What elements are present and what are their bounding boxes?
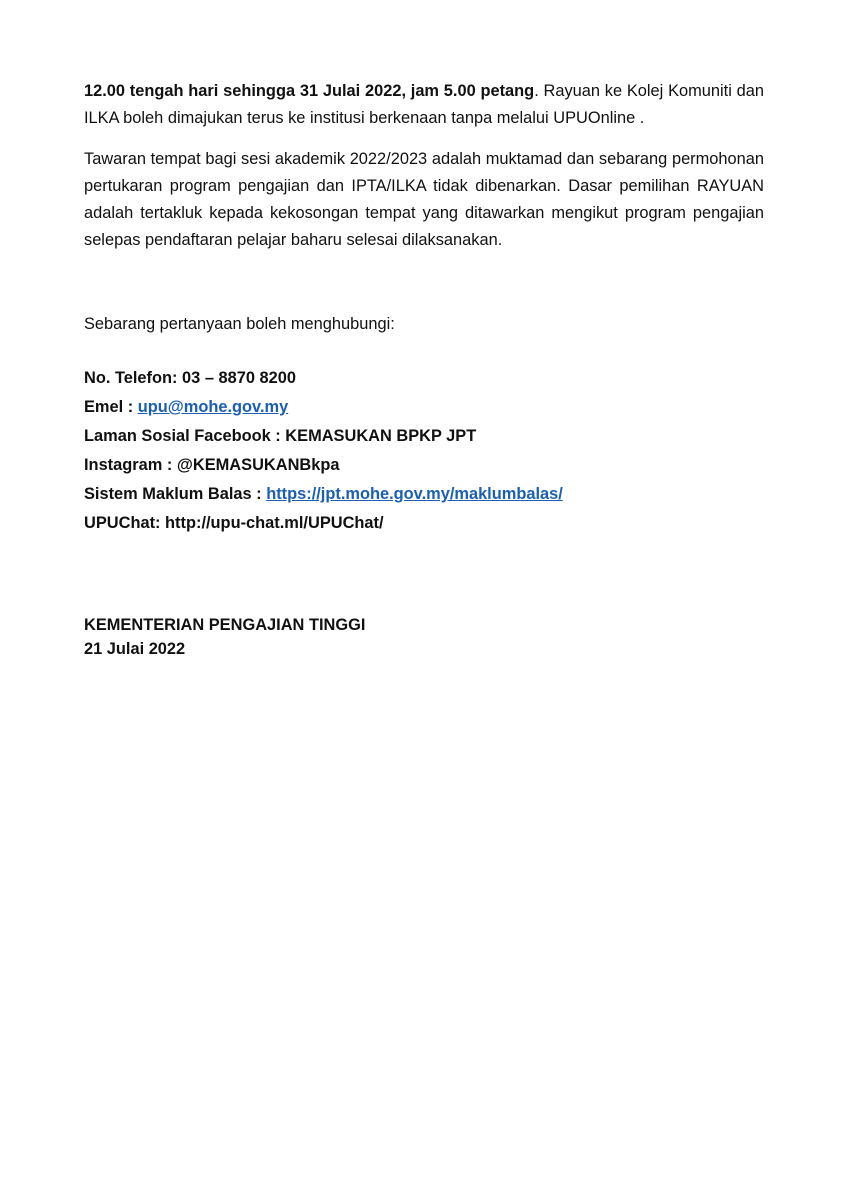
contact-feedback [84,480,764,509]
contact-feedback-label: Sistem Maklum Balas : [84,485,267,503]
contact-phone: No. Telefon: 03 – 8870 8200 [84,369,296,387]
contact-facebook: Laman Sosial Facebook : KEMASUKAN BPKP JPT [84,427,477,445]
contact-list [84,364,764,538]
contact-instagram: Instagram : @KEMASUKANBkpa [84,456,340,474]
contact-upuchat: UPUChat: http://upu-chat.ml/UPUChat/ [84,514,384,532]
email-link[interactable]: upu@mohe.gov.my [137,398,289,416]
signoff [84,613,764,661]
document-page [84,78,764,661]
appeal-period-rest: . Rayuan ke Kolej Komuniti dan ILKA boleh dimajukan terus ke institusi berkenaan tanpa melalui UPUOnline . [84,82,764,127]
appeal-period-bold: 12.00 tengah hari sehingga 31 Julai 2022, jam 5.00 petang [84,82,535,100]
contact-email-label: Emel : [84,398,138,416]
feedback-link[interactable]: https://jpt.mohe.gov.my/maklumbalas/ [266,485,563,503]
paragraph-offer-policy: Tawaran tempat bagi sesi akademik 2022/2023 adalah muktamad dan sebarang permohonan pertukaran program pengajian dan IPTA/ILKA tidak dibenarkan. Dasar pemilihan RAYUAN adalah tertakluk kepada kekosongan tempat yang ditawarkan mengikut program pengajian selepas pendaftaran pelajar baharu selesai dilaksanakan. [84,150,764,249]
signoff-org: KEMENTERIAN PENGAJIAN TINGGI [84,616,366,634]
contact-email [84,393,764,422]
contact-intro: Sebarang pertanyaan boleh menghubungi: [84,315,395,333]
paragraph-appeal-period [84,78,764,132]
signoff-date: 21 Julai 2022 [84,640,186,658]
